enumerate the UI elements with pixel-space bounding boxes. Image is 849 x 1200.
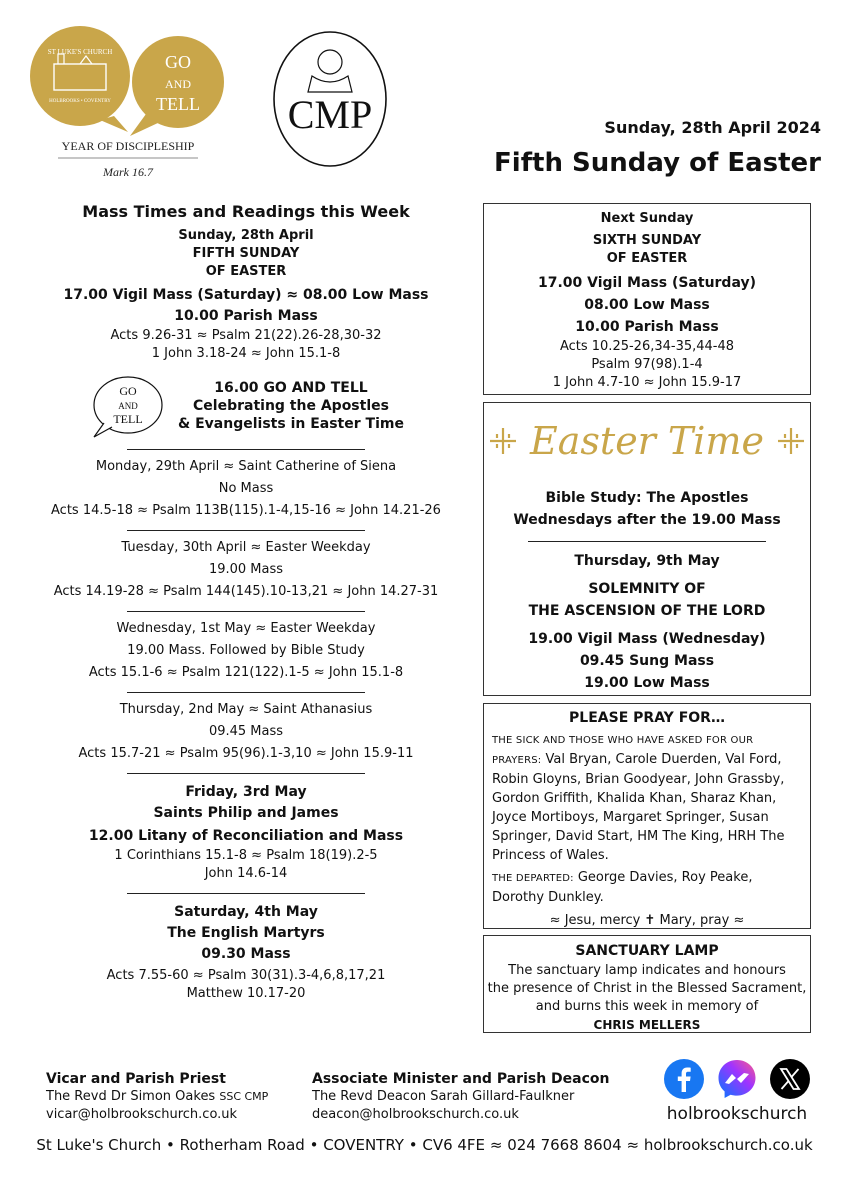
go-and-tell-line3: & Evangelists in Easter Time bbox=[178, 416, 404, 432]
cross-icon: ✝ bbox=[644, 913, 656, 928]
sunday-readings-1: Acts 9.26-31 ≈ Psalm 21(22).26-28,30-32 bbox=[110, 328, 382, 343]
please-pray-title: PLEASE PRAY FOR… bbox=[569, 710, 725, 726]
easter-time-box bbox=[483, 402, 811, 696]
thursday-day: Thursday, 2nd May ≈ Saint Athanasius bbox=[119, 702, 373, 717]
friday-day: Friday, 3rd May bbox=[185, 784, 307, 800]
tuesday-mass: 19.00 Mass bbox=[208, 562, 284, 577]
saturday-readings-1: Acts 7.55-60 ≈ Psalm 30(31).3-4,6,8,17,21 bbox=[106, 968, 386, 983]
ascension-feast-line2: THE ASCENSION OF THE LORD bbox=[528, 603, 766, 619]
vicar-name-line: The Revd Dr Simon Oakes SSC CMP bbox=[46, 1089, 269, 1104]
please-pray-box bbox=[483, 703, 811, 929]
saturday-readings-2: Matthew 10.17-20 bbox=[186, 986, 306, 1001]
address: St Luke's Church • Rotherham Road • COVENTRY • CV6 4FE bbox=[36, 1136, 486, 1154]
sunday-feast-line2: OF EASTER bbox=[205, 264, 287, 279]
sunday-feast-line1: FIFTH SUNDAY bbox=[192, 246, 300, 261]
footer-address-line: St Luke's Church • Rotherham Road • COVENTRY • CV6 4FE ≈ 024 7668 8604 ≈ holbrookschurch.co.uk bbox=[36, 1136, 813, 1154]
next-sunday-reading-3: 1 John 4.7-10 ≈ John 15.9-17 bbox=[552, 375, 742, 390]
deacon-role: Associate Minister and Parish Deacon bbox=[312, 1071, 610, 1087]
header-date: Sunday, 28th April 2024 bbox=[604, 118, 821, 137]
sep: ≈ bbox=[286, 287, 299, 303]
facebook-icon[interactable] bbox=[663, 1058, 705, 1100]
and-text: AND bbox=[165, 77, 191, 91]
departed-names: George Davies, Roy Peake, Dorothy Dunkley. bbox=[492, 870, 753, 905]
divider bbox=[127, 893, 365, 894]
next-sunday-reading-2: Psalm 97(98).1-4 bbox=[591, 357, 703, 372]
page-title: Fifth Sunday of Easter bbox=[494, 148, 821, 178]
phone: 024 7668 8604 bbox=[507, 1136, 622, 1154]
bible-study-line1: Bible Study: The Apostles bbox=[545, 490, 749, 506]
friday-feast: Saints Philip and James bbox=[153, 805, 339, 821]
departed-list bbox=[492, 868, 802, 907]
svg-text:TELL: TELL bbox=[113, 412, 143, 426]
easter-time-banner bbox=[484, 411, 810, 471]
vicar-email-link[interactable]: vicar@holbrookschurch.co.uk bbox=[46, 1107, 238, 1122]
tell-text: TELL bbox=[156, 94, 200, 114]
verse-text: Mark 16.7 bbox=[103, 165, 153, 179]
ascension-mass-b: 09.45 Sung Mass bbox=[579, 653, 715, 669]
sanctuary-lamp-box bbox=[483, 935, 811, 1033]
st-lukes-go-and-tell-logo bbox=[28, 24, 228, 189]
sunday-mass-times: 17.00 Vigil Mass (Saturday) ≈ 08.00 Low Mass bbox=[63, 287, 429, 303]
go-and-tell-title: 16.00 GO AND TELL bbox=[214, 380, 368, 396]
vicar-role: Vicar and Parish Priest bbox=[46, 1071, 226, 1087]
next-sunday-feast-line2: OF EASTER bbox=[606, 251, 688, 266]
go-text: GO bbox=[165, 52, 191, 72]
wednesday-mass: 19.00 Mass. Followed by Bible Study bbox=[127, 643, 365, 658]
saturday-feast: The English Martyrs bbox=[167, 925, 325, 941]
next-sunday-mass-a: 17.00 Vigil Mass (Saturday) bbox=[537, 275, 756, 291]
social-icons bbox=[663, 1058, 811, 1100]
week-section-title: Mass Times and Readings this Week bbox=[82, 202, 410, 221]
sunday-date: Sunday, 28th April bbox=[178, 228, 314, 243]
svg-text:AND: AND bbox=[118, 401, 138, 411]
divider bbox=[528, 541, 766, 542]
easter-time-title: Easter Time bbox=[530, 419, 764, 463]
messenger-icon[interactable] bbox=[716, 1058, 758, 1100]
sanctuary-lamp-line1: The sanctuary lamp indicates and honours bbox=[508, 963, 786, 978]
sanctuary-lamp-line3: and burns this week in memory of bbox=[535, 999, 759, 1014]
year-of-discipleship-text: YEAR OF DISCIPLESHIP bbox=[61, 139, 195, 153]
saturday-mass: 09.30 Mass bbox=[201, 946, 291, 962]
prayer-closing: ≈ Jesu, mercy ✝ Mary, pray ≈ bbox=[549, 913, 745, 928]
sick-list bbox=[492, 730, 802, 865]
sunday-readings-2: 1 John 3.18-24 ≈ John 15.1-8 bbox=[151, 346, 341, 361]
divider bbox=[127, 773, 365, 774]
go-and-tell-text bbox=[178, 379, 404, 433]
ascension-feast-line1: SOLEMNITY OF bbox=[588, 581, 706, 597]
ascension-date: Thursday, 9th May bbox=[574, 553, 720, 569]
social-links bbox=[663, 1058, 811, 1124]
tuesday-day: Tuesday, 30th April ≈ Easter Weekday bbox=[121, 540, 371, 555]
sanctuary-lamp-title: SANCTUARY LAMP bbox=[575, 943, 719, 959]
next-sunday-mass-b: 08.00 Low Mass bbox=[584, 297, 710, 313]
wednesday-day: Wednesday, 1st May ≈ Easter Weekday bbox=[116, 621, 376, 636]
tuesday-readings: Acts 14.19-28 ≈ Psalm 144(145).10-13,21 ≈ John 14.27-31 bbox=[53, 584, 439, 599]
monday-mass: No Mass bbox=[218, 481, 274, 496]
ascension-mass-c: 19.00 Low Mass bbox=[584, 675, 710, 691]
deacon-contact bbox=[312, 1070, 610, 1124]
wednesday-readings: Acts 15.1-6 ≈ Psalm 121(122).1-5 ≈ John 15.1-8 bbox=[88, 665, 404, 680]
deacon-email-link[interactable]: deacon@holbrookschurch.co.uk bbox=[312, 1107, 519, 1122]
deacon-name: The Revd Deacon Sarah Gillard-Faulkner bbox=[312, 1089, 575, 1104]
next-sunday-box bbox=[483, 203, 811, 395]
thursday-readings: Acts 15.7-21 ≈ Psalm 95(96).1-3,10 ≈ John 15.9-11 bbox=[78, 746, 414, 761]
sick-label: THE SICK AND THOSE WHO HAVE ASKED FOR OUR PRAYERS: bbox=[492, 735, 754, 766]
svg-text:GO: GO bbox=[119, 384, 137, 398]
sanctuary-lamp-name: CHRIS MELLERS bbox=[593, 1018, 701, 1032]
monday-day: Monday, 29th April ≈ Saint Catherine of Siena bbox=[95, 459, 397, 474]
ascension-mass-a: 19.00 Vigil Mass (Wednesday) bbox=[528, 631, 766, 647]
saturday-day: Saturday, 4th May bbox=[174, 904, 318, 920]
cross-ornament-icon bbox=[486, 424, 520, 458]
divider bbox=[127, 611, 365, 612]
sick-names: Val Bryan, Carole Duerden, Val Ford, Robin Gloyns, Brian Goodyear, John Grassby, Gordon Griffith, Khalida Khan, Sharaz Khan, Joyce Mortiboys, Margaret Springer, Susan Springer, David Start, HM The King, HRH The Princess of Wales. bbox=[492, 752, 785, 863]
divider bbox=[127, 692, 365, 693]
website-link[interactable]: holbrookschurch.co.uk bbox=[643, 1136, 813, 1154]
sanctuary-lamp-line2: the presence of Christ in the Blessed Sacrament, bbox=[487, 981, 807, 996]
bible-study-line2: Wednesdays after the 19.00 Mass bbox=[513, 512, 781, 528]
divider bbox=[127, 449, 365, 450]
go-and-tell-event bbox=[40, 373, 452, 439]
divider bbox=[127, 530, 365, 531]
next-sunday-feast-line1: SIXTH SUNDAY bbox=[592, 233, 702, 248]
church-place-text: HOLBROOKS • COVENTRY bbox=[49, 99, 111, 104]
x-twitter-icon[interactable] bbox=[769, 1058, 811, 1100]
social-handle: holbrookschurch bbox=[666, 1104, 808, 1124]
cmp-logo bbox=[272, 30, 388, 168]
cross-ornament-icon bbox=[774, 424, 808, 458]
vicar-contact bbox=[46, 1070, 268, 1124]
next-sunday-mass-c: 10.00 Parish Mass bbox=[575, 319, 719, 335]
go-and-tell-line2: Celebrating the Apostles bbox=[193, 398, 389, 414]
sunday-parish-mass: 10.00 Parish Mass bbox=[174, 308, 318, 324]
monday-readings: Acts 14.5-18 ≈ Psalm 113B(115).1-4,15-16 ≈ John 14.21-26 bbox=[51, 503, 441, 518]
friday-readings-1: 1 Corinthians 15.1-8 ≈ Psalm 18(19).2-5 bbox=[114, 848, 378, 863]
thursday-mass: 09.45 Mass bbox=[208, 724, 284, 739]
cmp-letters: CMP bbox=[287, 92, 373, 137]
church-name-text: ST LUKE'S CHURCH bbox=[47, 48, 113, 56]
week-schedule bbox=[40, 200, 452, 1003]
friday-mass: 12.00 Litany of Reconciliation and Mass bbox=[88, 828, 404, 844]
friday-readings-2: John 14.6-14 bbox=[204, 866, 288, 881]
next-sunday-label: Next Sunday bbox=[600, 211, 694, 226]
departed-label: THE DEPARTED: bbox=[492, 873, 574, 884]
next-sunday-reading-1: Acts 10.25-26,34-35,44-48 bbox=[559, 339, 735, 354]
go-and-tell-bubble-icon bbox=[88, 373, 166, 439]
